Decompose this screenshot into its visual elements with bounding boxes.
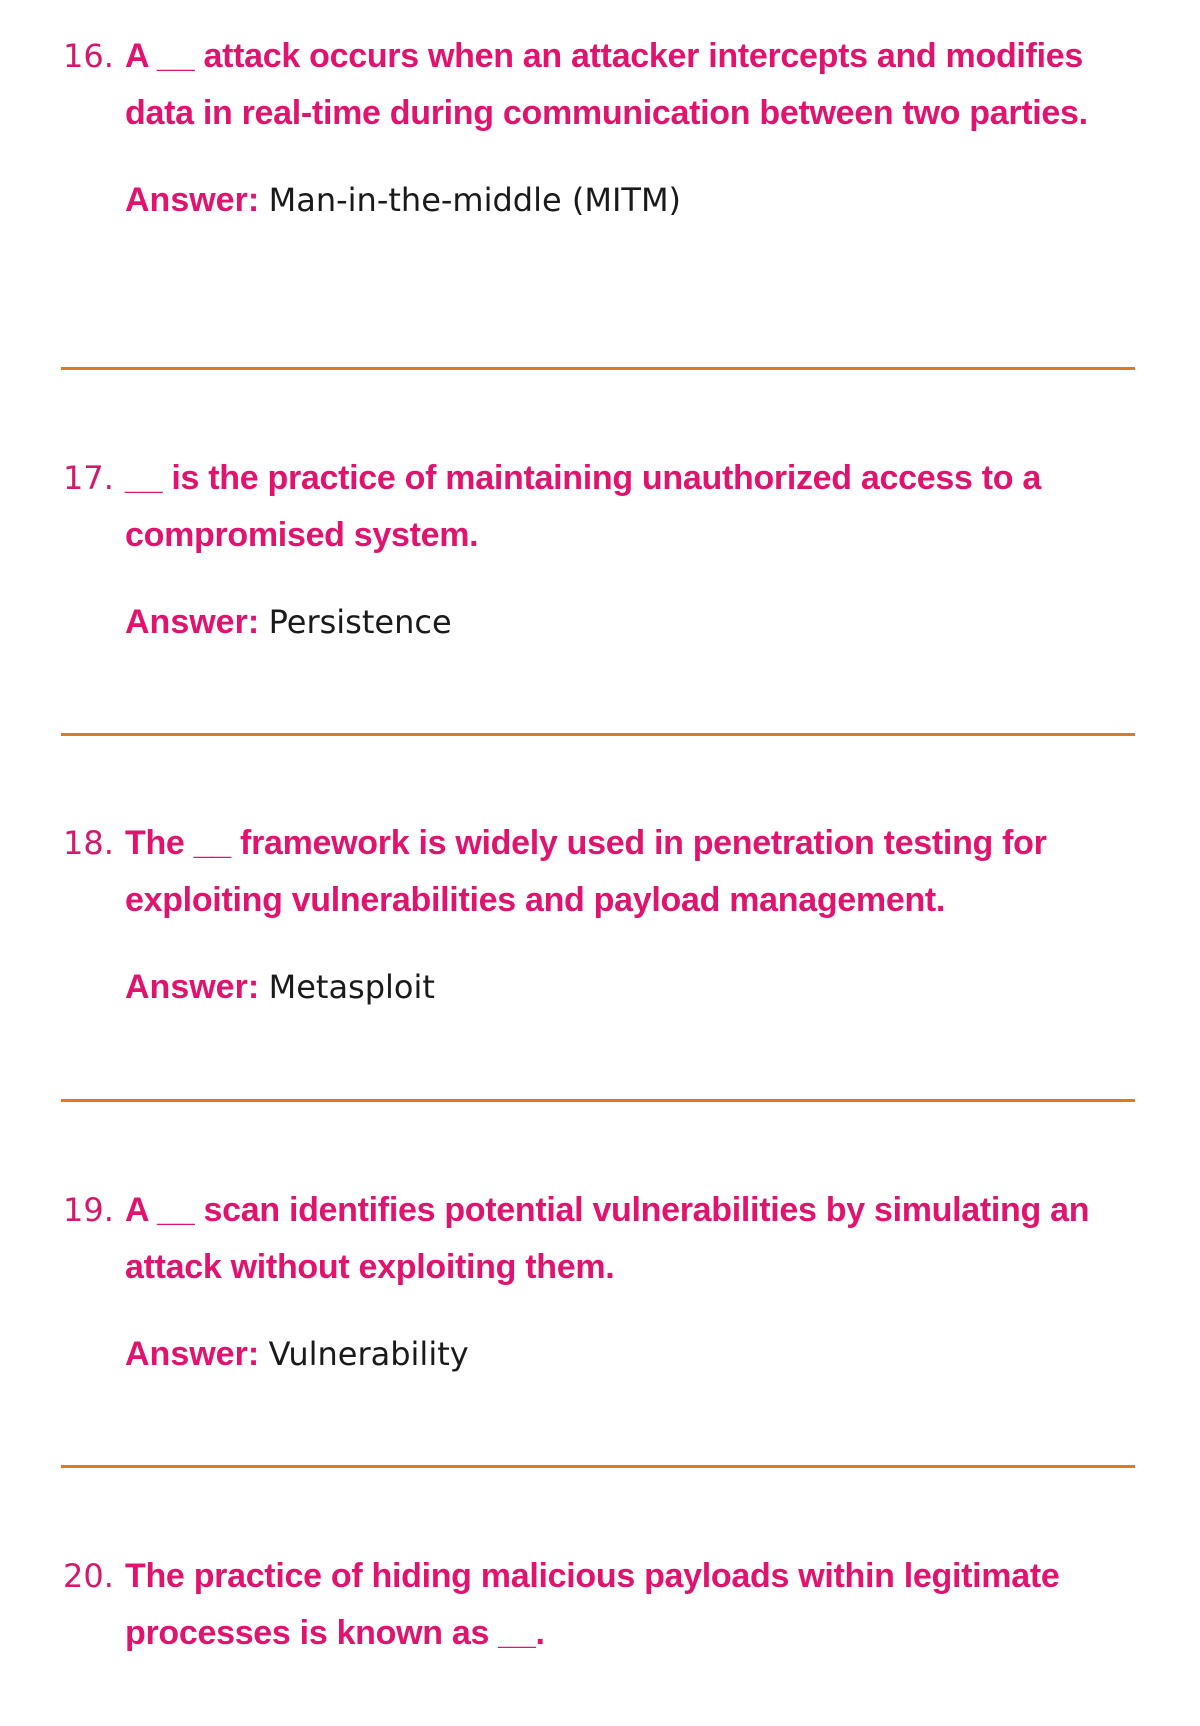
- answer-label: Answer:: [125, 181, 260, 219]
- question-item: [0, 28, 1135, 224]
- question-text: __ is the practice of maintaining unauthorized access to a compromised system.: [125, 459, 1041, 554]
- answer-line: [125, 963, 1135, 1011]
- question-number: 20.: [63, 1557, 114, 1595]
- answer-value: Metasploit: [268, 968, 435, 1006]
- answer-line: [125, 1330, 1135, 1378]
- answer-label: Answer:: [125, 1335, 260, 1373]
- question-item: [0, 1548, 1135, 1662]
- question-text: A __ attack occurs when an attacker intercepts and modifies data in real-time during communication between two parties.: [125, 37, 1088, 132]
- question-number: 16.: [63, 37, 114, 75]
- answer-value: Persistence: [268, 603, 452, 641]
- answer-line: [125, 176, 1135, 224]
- question-number: 19.: [63, 1191, 114, 1229]
- question-text: The practice of hiding malicious payloads within legitimate processes is known as __.: [125, 1557, 1060, 1652]
- question-item: [0, 1182, 1135, 1378]
- answer-value: Vulnerability: [268, 1335, 469, 1373]
- question-text: A __ scan identifies potential vulnerabilities by simulating an attack without exploiting them.: [125, 1191, 1090, 1286]
- answer-label: Answer:: [125, 968, 260, 1006]
- divider: [61, 1099, 1135, 1102]
- answer-value: Man-in-the-middle (MITM): [268, 181, 682, 219]
- question-number: 18.: [63, 824, 114, 862]
- divider: [61, 733, 1135, 736]
- answer-label: Answer:: [125, 603, 260, 641]
- divider: [61, 367, 1135, 370]
- question-item: [0, 815, 1135, 1011]
- question-number: 17.: [63, 459, 114, 497]
- divider: [61, 1465, 1135, 1468]
- answer-line: [125, 598, 1135, 646]
- question-text: The __ framework is widely used in penetration testing for exploiting vulnerabilities and payload management.: [125, 824, 1047, 919]
- question-item: [0, 450, 1135, 646]
